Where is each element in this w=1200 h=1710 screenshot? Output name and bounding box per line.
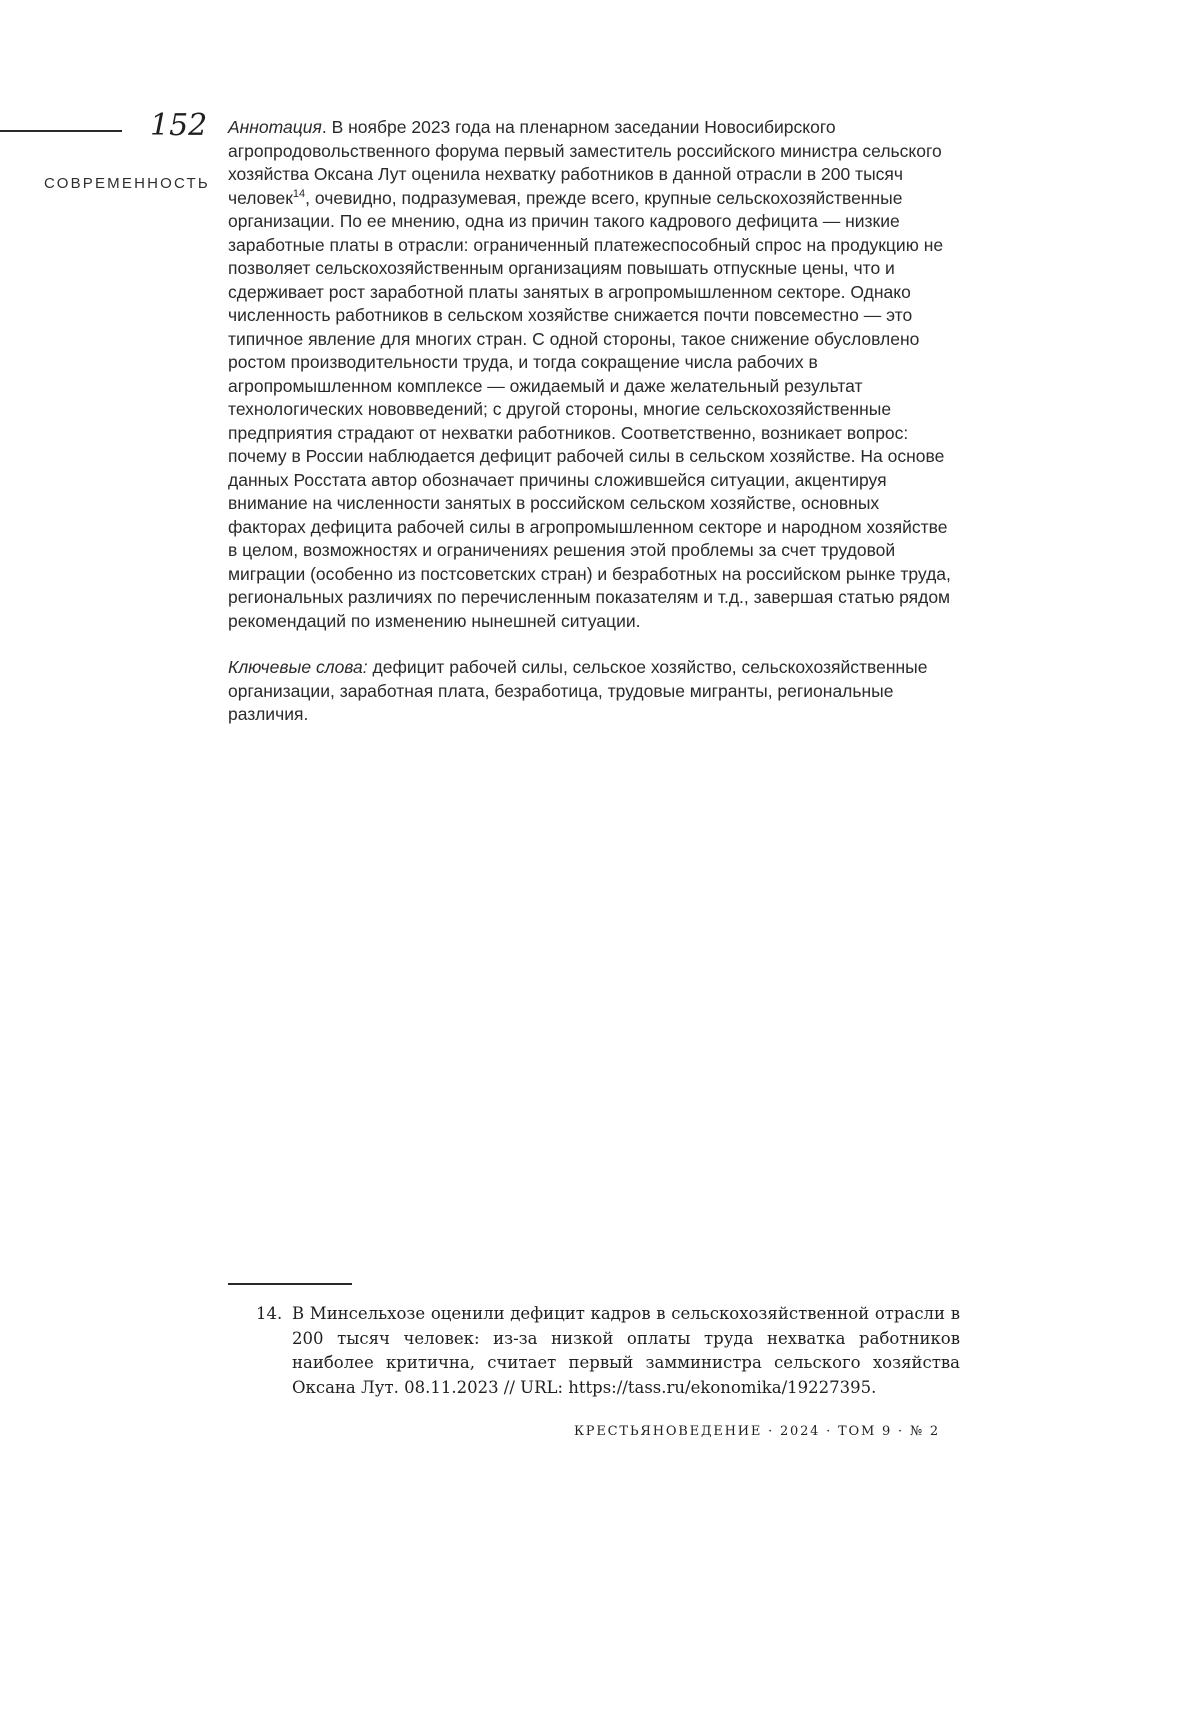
footnote-14 (228, 1302, 960, 1400)
page-number-rule (0, 130, 122, 132)
abstract-text-before-ref: . В ноябре 2023 года на пленарном заседании Новосибирского агропродовольственного форума первый заместитель российского министра сельского хозяйства Оксана Лут оценила нехватку работников в данной отрасли в 200 тысяч человек (228, 117, 942, 208)
keywords-paragraph (228, 656, 960, 727)
footnote-period: . (871, 1377, 877, 1397)
footnote-block (228, 1283, 960, 1400)
footnote-url[interactable]: https://tass.ru/ekonomika/19227395 (568, 1377, 872, 1397)
footnote-number: 14. (256, 1304, 283, 1323)
keywords-text: дефицит рабочей силы, сельское хозяйство, сельскохозяйственные организации, заработная плата, безработица, трудовые мигранты, региональные различия. (228, 657, 928, 724)
section-label: СОВРЕМЕННОСТЬ (44, 175, 210, 192)
footnote-text: В Минсельхозе оценили дефицит кадров в сельскохозяйственной отрасли в 200 тысяч человек: из-за низкой оплаты труда нехватка работников наиболее критична, считает первый замминистра сельского хозяйства Оксана Лут. 08.11.2023 // URL: (292, 1304, 960, 1397)
page-number: 152 (150, 108, 208, 143)
journal-footer: КРЕСТЬЯНОВЕДЕНИЕ · 2024 · ТОМ 9 · № 2 (573, 1424, 940, 1439)
footnote-reference-14: 14 (292, 187, 306, 200)
keywords-label: Ключевые слова: (228, 657, 368, 677)
abstract-text-after-ref: , очевидно, подразумевая, прежде всего, крупные сельскохозяйственные организации. По ее мнению, одна из причин такого кадрового дефицита — низкие заработные платы в отрасли: ограниченный платежеспособный спрос на продукцию не позволяет сельскохозяйственным организациям повышать отпускные цены, что и сдерживает рост заработной платы занятых в агропромышленном секторе. Однако численность работников в сельском хозяйстве снижается почти повсеместно — это типичное явление для многих стран. С одной стороны, такое снижение обусловлено ростом производительности труда, и тогда сокращение числа рабочих в агропромышленном комплексе — ожидаемый и даже желательный результат технологических нововведений; с другой стороны, многие сельскохозяйственные предприятия страдают от нехватки работников. Соответственно, возникает вопрос: почему в России наблюдается дефицит рабочей силы в сельском хозяйстве. На основе данных Росстата автор обозначает причины сложившейся ситуации, акцентируя внимание на численности занятых в российском сельском хозяйстве, основных факторах дефицита рабочей силы в агропромышленном секторе и народном хозяйстве в целом, возможностях и ограничениях решения этой проблемы за счет трудовой миграции (особенно из постсоветских стран) и безработных на российском рынке труда, региональных различиях по перечисленным показателям и т.д., завершая статью рядом рекомендаций по изменению нынешней ситуации. (228, 187, 951, 631)
footnote-separator-rule (228, 1283, 352, 1285)
abstract-label: Аннотация (228, 117, 322, 137)
abstract-paragraph (228, 116, 960, 633)
main-text-column (228, 116, 960, 727)
